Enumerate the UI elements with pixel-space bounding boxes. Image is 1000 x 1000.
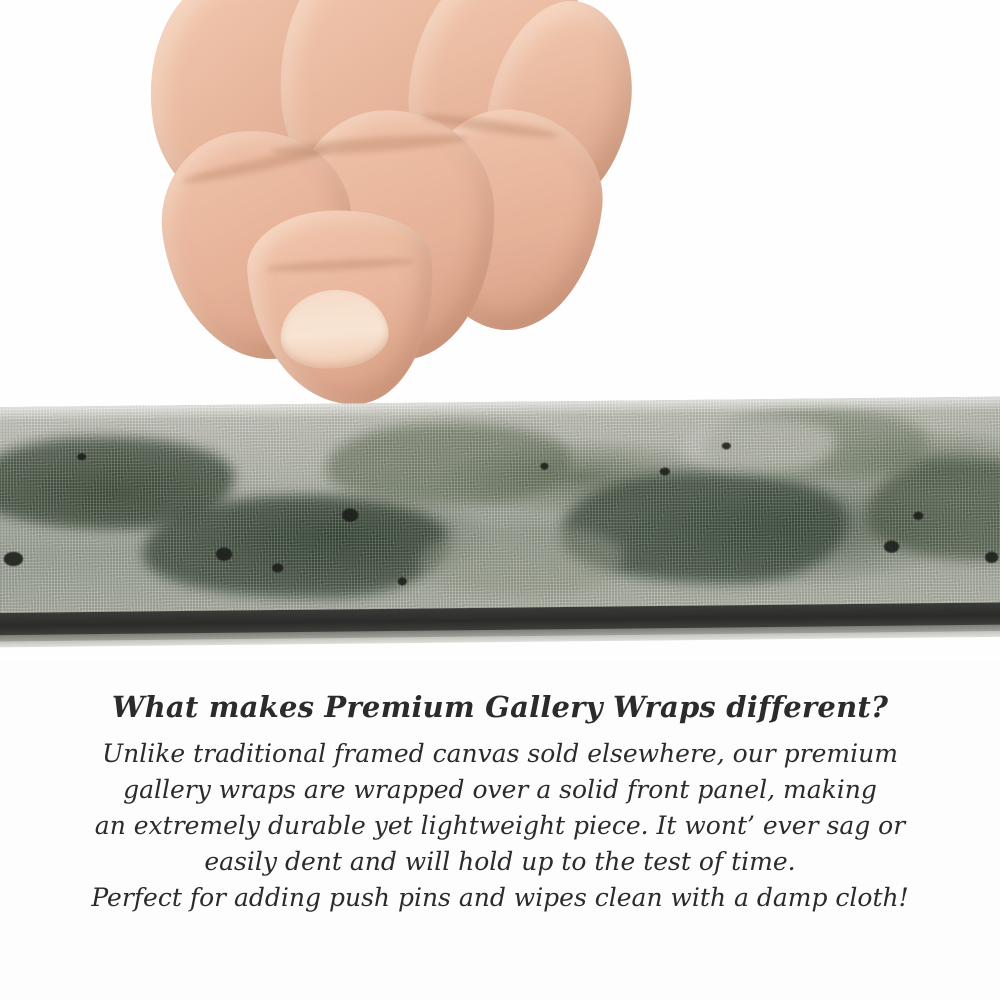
texture-dot — [540, 463, 548, 470]
texture-dot — [884, 541, 899, 553]
texture-dot — [398, 577, 407, 585]
texture-dot — [216, 547, 232, 560]
caption-heading: What makes Premium Gallery Wraps different? — [111, 690, 889, 724]
caption-line: Perfect for adding push pins and wipes clean with a damp cloth! — [91, 883, 909, 912]
texture-dot — [342, 508, 358, 521]
texture-dot — [913, 512, 923, 520]
texture-dot — [660, 467, 670, 475]
texture-dot — [722, 442, 731, 449]
caption-line: gallery wraps are wrapped over a solid front panel, making — [123, 775, 877, 804]
texture-dot — [985, 552, 998, 563]
canvas-print-strip — [0, 397, 1000, 624]
texture-dot — [272, 563, 283, 572]
caption-line: an extremely durable yet lightweight piece. It wont’ ever sag or — [94, 811, 906, 840]
caption-block — [0, 690, 1000, 916]
canvas-weave-texture — [0, 397, 1000, 624]
caption-line: Unlike traditional framed canvas sold elsewhere, our premium — [102, 739, 898, 768]
caption-body — [0, 736, 1000, 916]
texture-dot — [77, 453, 86, 460]
texture-dot — [4, 552, 24, 566]
hand-illustration — [120, 0, 590, 430]
caption-line: easily dent and will hold up to the test of time. — [204, 847, 796, 876]
